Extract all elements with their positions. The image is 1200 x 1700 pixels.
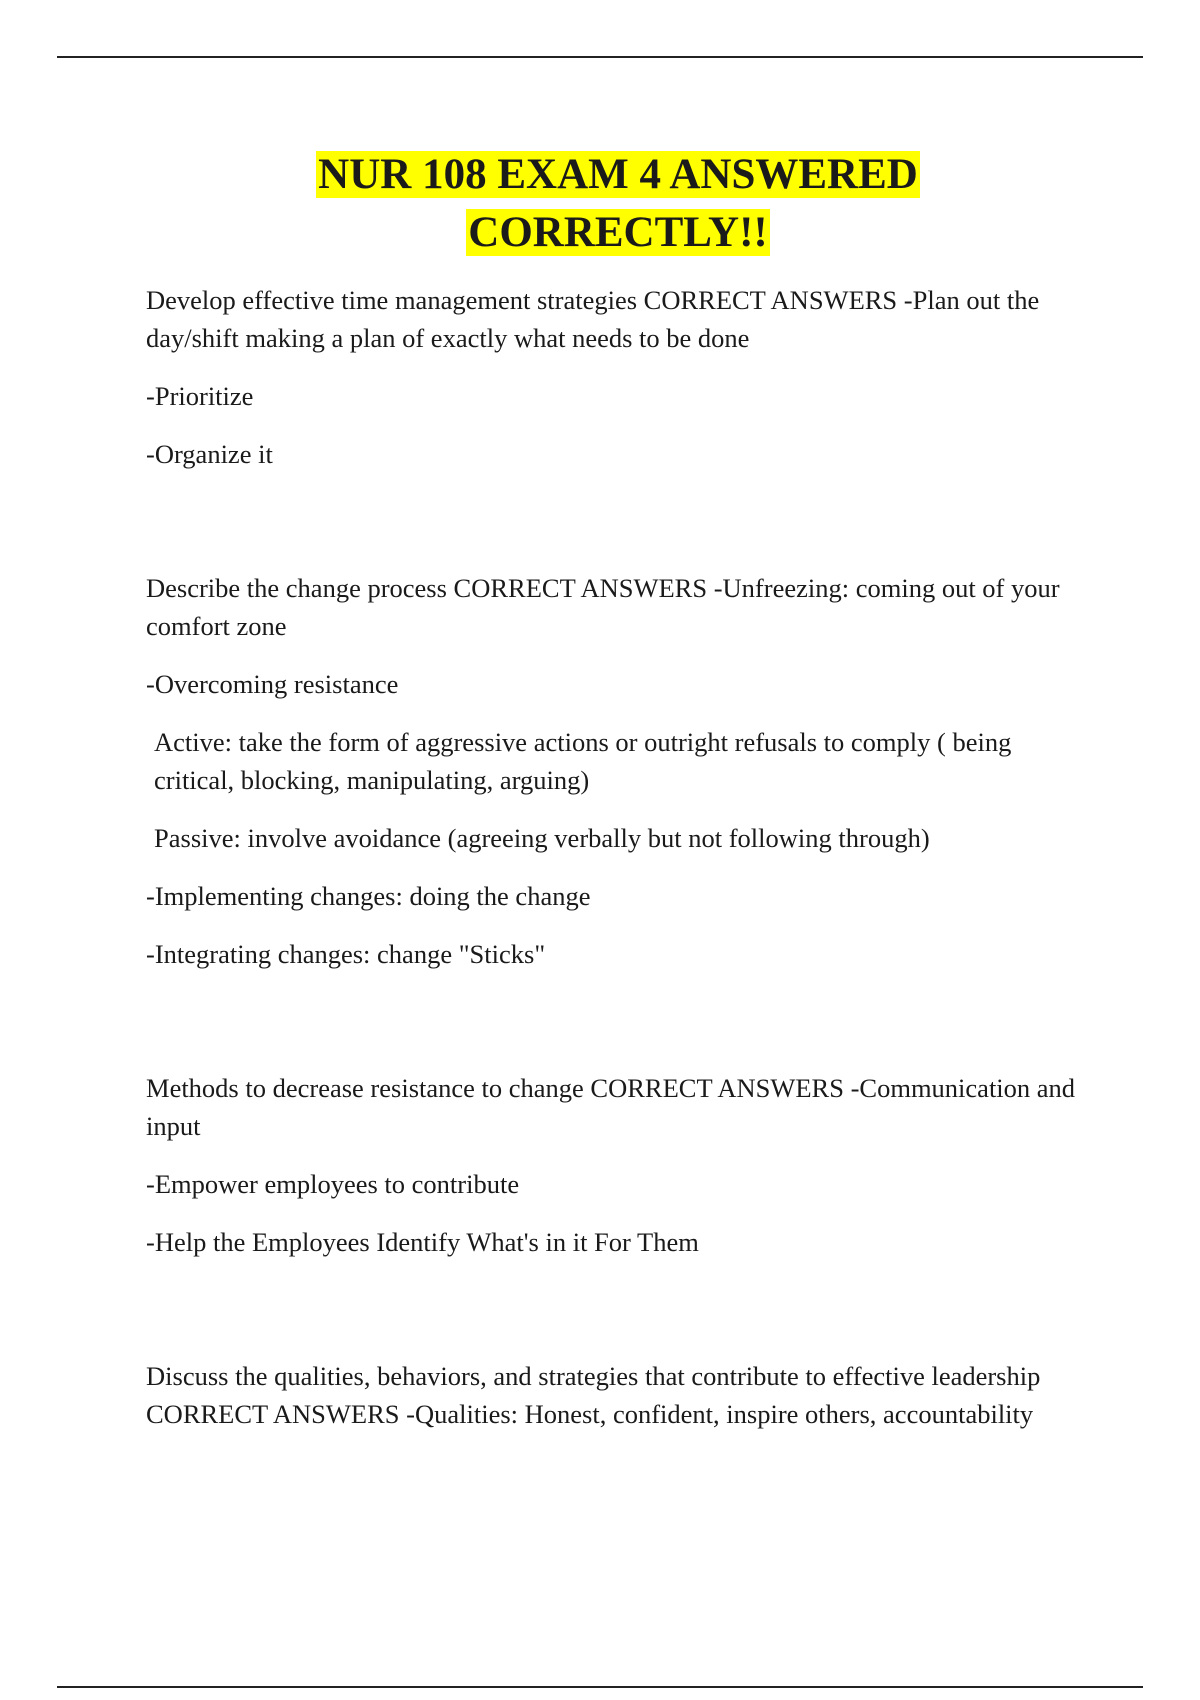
answer-item: -Help the Employees Identify What's in it For Them: [146, 1227, 699, 1257]
document-body: [146, 281, 1081, 1453]
answer-item: -Empower employees to contribute: [146, 1169, 520, 1199]
section-spacer: [146, 493, 1081, 569]
question-paragraph: Discuss the qualities, behaviors, and strategies that contribute to effective leadership CORRECT ANSWERS -Qualities: Honest, confident, inspire others, accountability: [146, 1361, 1041, 1429]
title-line-1: NUR 108 EXAM 4 ANSWERED: [318, 151, 918, 198]
question-paragraph: Describe the change process CORRECT ANSWERS -Unfreezing: coming out of your comfort zone: [146, 573, 1060, 641]
answer-item: -Prioritize: [146, 381, 254, 411]
answer-item: -Implementing changes: doing the change: [146, 881, 591, 911]
answer-item: -Organize it: [146, 439, 273, 469]
bottom-rule: [57, 1686, 1143, 1688]
section-time-management: [146, 281, 1081, 473]
answer-subitem-active: Active: take the form of aggressive actions or outright refusals to comply ( being critical, blocking, manipulating, arguing): [154, 727, 1012, 795]
section-decrease-resistance: [146, 1069, 1081, 1261]
document-title: [0, 146, 1200, 262]
answer-subitem-passive: Passive: involve avoidance (agreeing verbally but not following through): [154, 823, 930, 853]
section-spacer: [146, 1281, 1081, 1357]
section-spacer: [146, 993, 1081, 1069]
section-change-process: [146, 569, 1081, 973]
question-paragraph: Develop effective time management strategies CORRECT ANSWERS -Plan out the day/shift making a plan of exactly what needs to be done: [146, 285, 1040, 353]
answer-item: -Integrating changes: change "Sticks": [146, 939, 546, 969]
title-line-2: CORRECTLY!!: [468, 209, 768, 256]
top-rule: [57, 56, 1143, 58]
section-leadership: [146, 1357, 1081, 1433]
question-paragraph: Methods to decrease resistance to change CORRECT ANSWERS -Communication and input: [146, 1073, 1076, 1141]
answer-item: -Overcoming resistance: [146, 669, 399, 699]
